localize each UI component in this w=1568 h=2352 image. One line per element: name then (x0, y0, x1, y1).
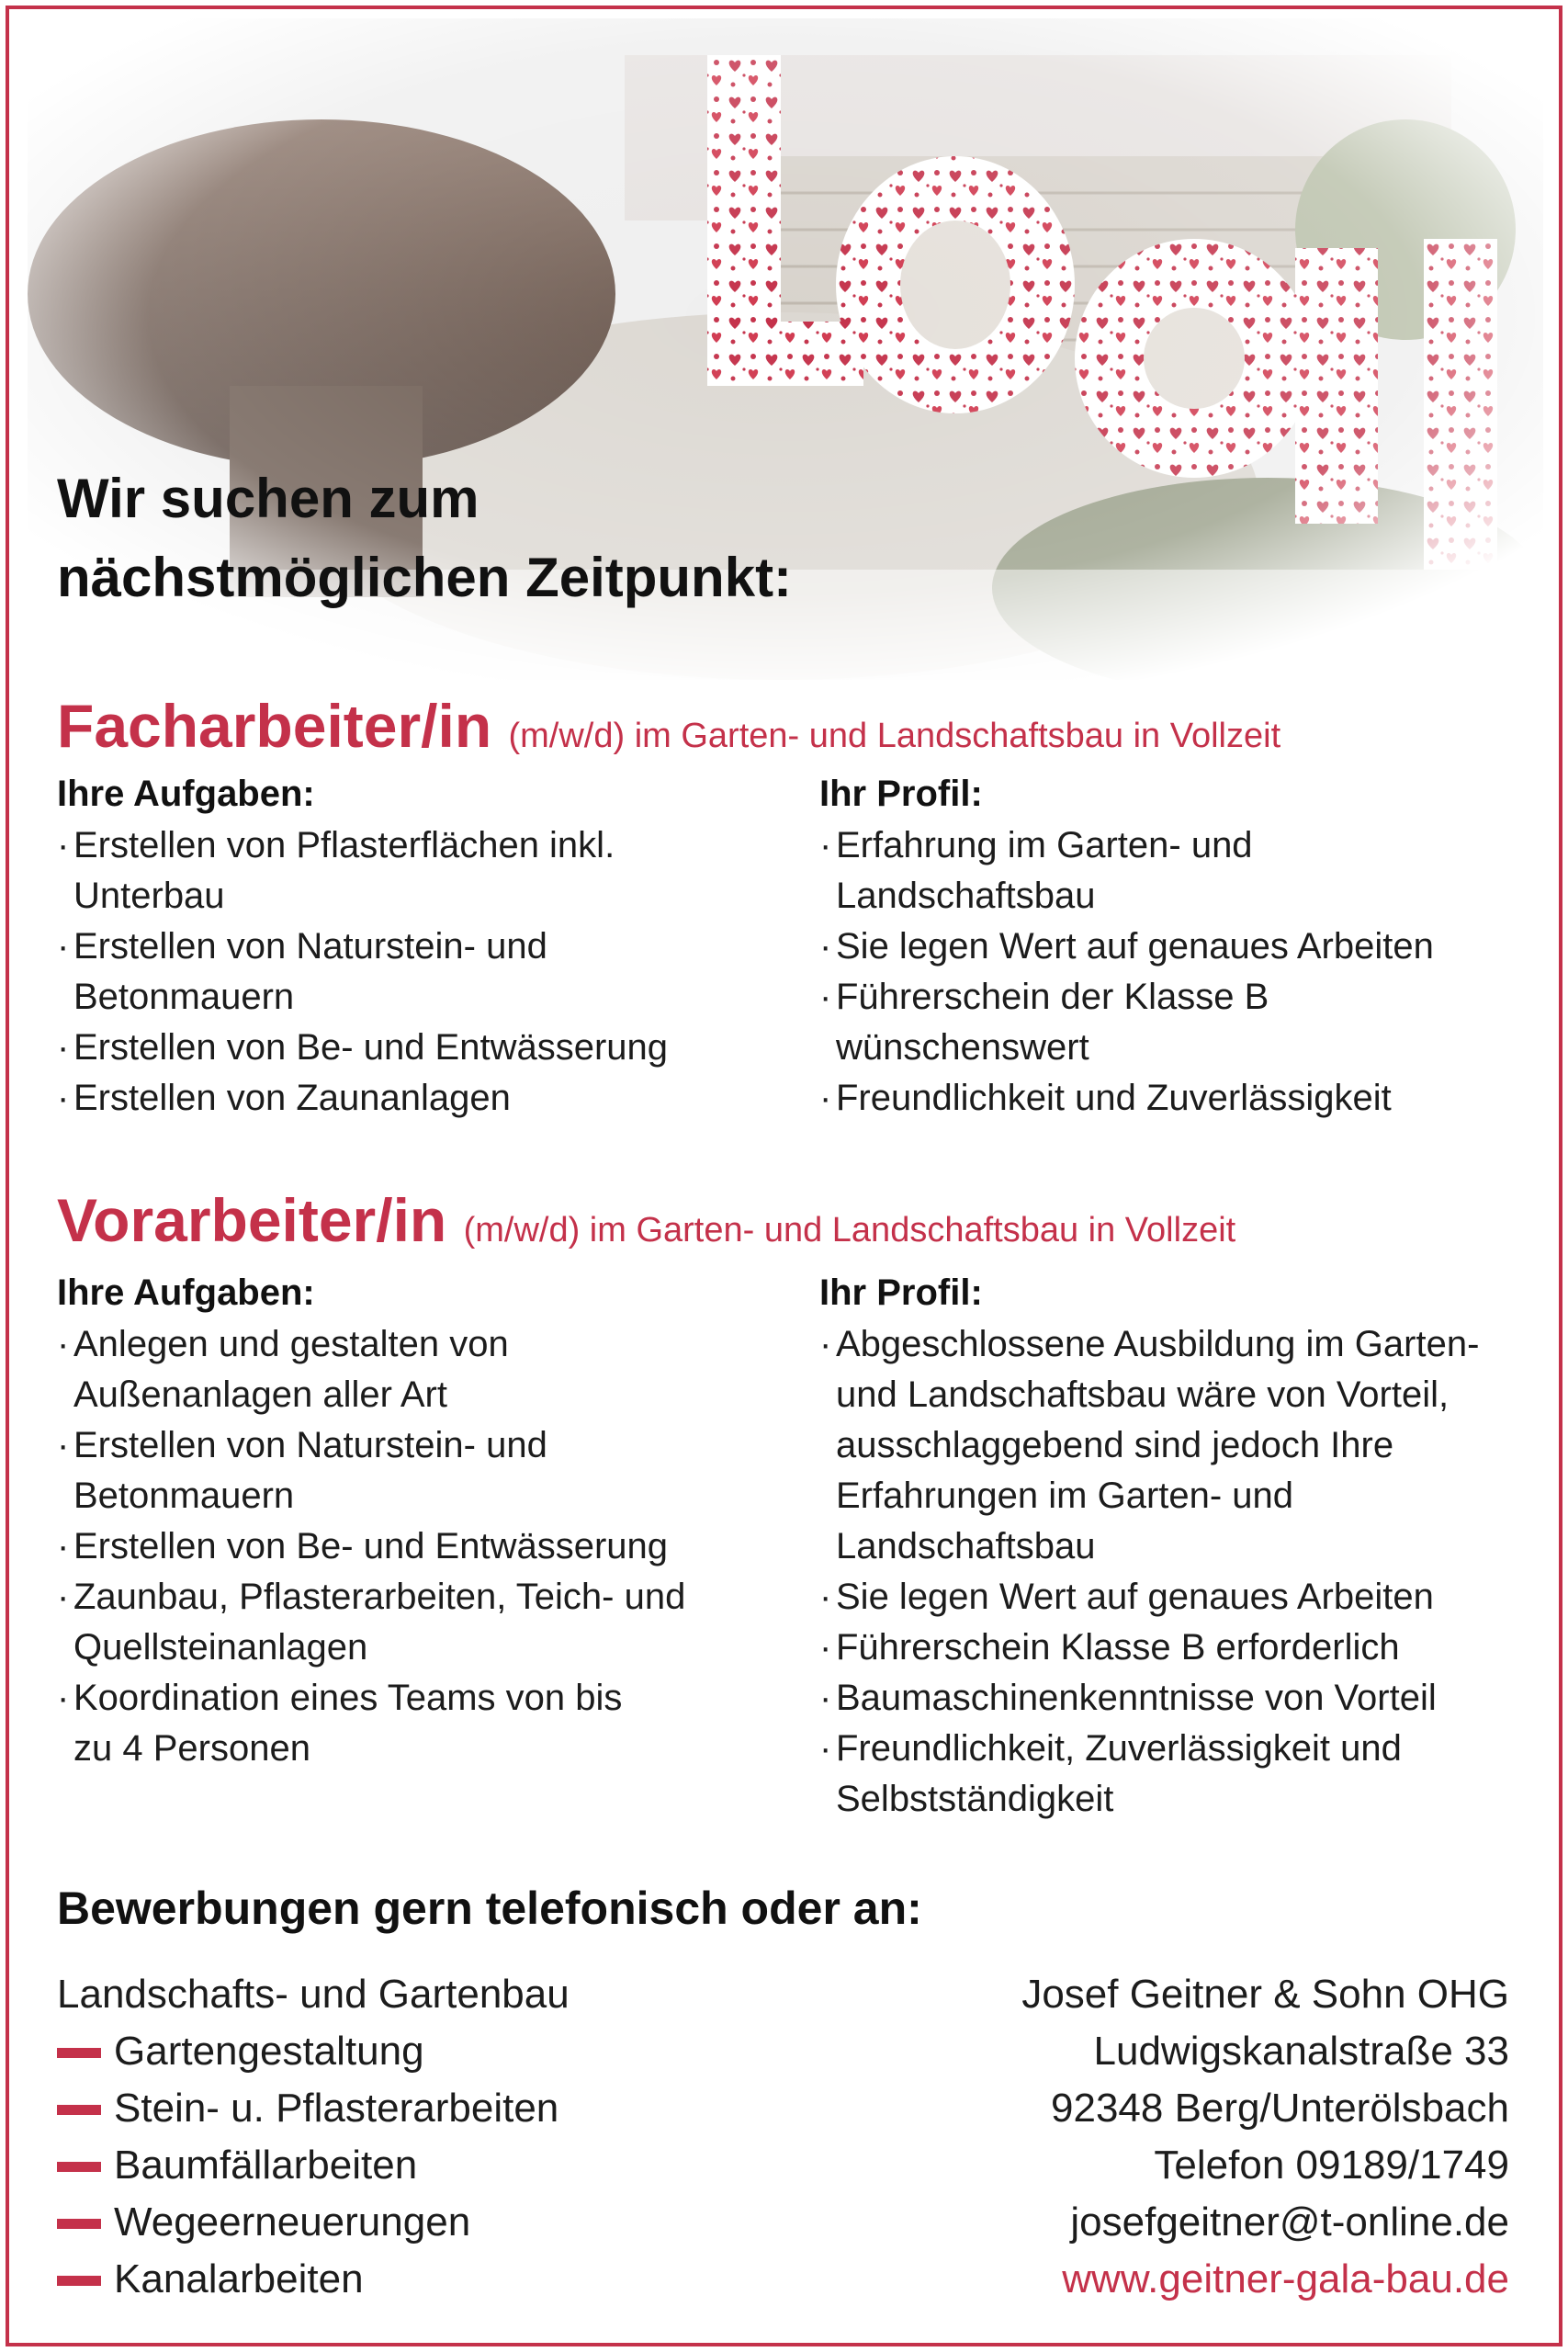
service-item (57, 2137, 570, 2194)
service-item (57, 2251, 570, 2308)
list-item: · Erstellen von Naturstein- und Betonmauern (57, 922, 643, 1023)
list-item: · Erfahrung im Garten- und Landschaftsbau (819, 820, 1350, 922)
website-link[interactable]: www.geitner-gala-bau.de (1062, 2256, 1509, 2301)
list-item: · Zaunbau, Pflasterarbeiten, Teich- und Quellsteinanlagen (57, 1572, 698, 1673)
job-subtitle: (m/w/d) im Garten- und Landschaftsbau in Vollzeit (508, 717, 1281, 755)
list-item: · Erstellen von Zaunanlagen (57, 1073, 773, 1124)
dash-icon (57, 2105, 101, 2115)
tasks-heading: Ihre Aufgaben: (57, 774, 315, 814)
list-item: · Abgeschlossene Ausbildung im Garten- und Landschaftsbau wäre von Vorteil, ausschlaggebend sind jedoch Ihre Erfahrungen im Garten- und Landschaftsbau (819, 1319, 1516, 1572)
city: 92348 Berg/Unterölsbach (1051, 2086, 1509, 2131)
job-title-vorarbeiter (57, 1185, 1235, 1255)
business-name: Landschafts- und Gartenbau (57, 1972, 570, 2017)
email-link[interactable]: josefgeitner@t-online.de (1070, 2199, 1509, 2245)
company-name: Josef Geitner & Sohn OHG (1021, 1972, 1509, 2017)
headline (57, 459, 792, 617)
profile-heading: Ihr Profil: (819, 774, 983, 814)
job2-profile (819, 1272, 1545, 1825)
dash-icon (57, 2219, 101, 2229)
list-item: · Führerschein Klasse B erforderlich (819, 1623, 1545, 1673)
dash-icon (57, 2162, 101, 2172)
job-title-facharbeiter (57, 691, 1280, 761)
tasks-heading: Ihre Aufgaben: (57, 1272, 315, 1313)
job1-tasks (57, 774, 773, 1124)
job-title-text: Vorarbeiter/in (57, 1186, 447, 1254)
headline-line-1: Wir suchen zum (57, 468, 479, 529)
list-item: · Baumaschinenkenntnisse von Vorteil (819, 1673, 1545, 1724)
service-label: Wegeerneuerungen (114, 2199, 471, 2245)
job2-tasks (57, 1272, 773, 1774)
list-item: · Erstellen von Be- und Entwässerung (57, 1023, 773, 1073)
address-block (1021, 1966, 1509, 2308)
job-subtitle: (m/w/d) im Garten- und Landschaftsbau in Vollzeit (463, 1211, 1236, 1250)
job-title-text: Facharbeiter/in (57, 692, 492, 760)
phone: Telefon 09189/1749 (1154, 2143, 1509, 2188)
list-item: · Koordination eines Teams von bis zu 4 Personen (57, 1673, 661, 1774)
dash-icon (57, 2276, 101, 2286)
service-label: Stein- u. Pflasterarbeiten (114, 2086, 559, 2131)
list-item: · Sie legen Wert auf genaues Arbeiten (819, 1572, 1545, 1623)
contact-heading: Bewerbungen gern telefonisch oder an: (57, 1883, 922, 1934)
list-item: · Sie legen Wert auf genaues Arbeiten (819, 922, 1536, 972)
service-item (57, 2080, 570, 2137)
list-item: · Freundlichkeit und Zuverlässigkeit (819, 1073, 1536, 1124)
job1-profile (819, 774, 1536, 1124)
list-item: · Erstellen von Be- und Entwässerung (57, 1521, 773, 1572)
service-label: Baumfällarbeiten (114, 2143, 418, 2188)
list-item: · Erstellen von Naturstein- und Betonmauern (57, 1420, 643, 1521)
dash-icon (57, 2048, 101, 2058)
services-block (57, 1966, 570, 2308)
service-label: Kanalarbeiten (114, 2256, 364, 2301)
service-item (57, 2194, 570, 2251)
service-item (57, 2023, 570, 2080)
list-item: · Anlegen und gestalten von Außenanlagen aller Art (57, 1319, 588, 1420)
headline-line-2: nächstmöglichen Zeitpunkt: (57, 547, 793, 608)
list-item: · Erstellen von Pflasterflächen inkl. Unterbau (57, 820, 625, 922)
street: Ludwigskanalstraße 33 (1093, 2029, 1509, 2074)
list-item: · Freundlichkeit, Zuverlässigkeit und Selbstständigkeit (819, 1724, 1516, 1825)
service-label: Gartengestaltung (114, 2029, 424, 2074)
profile-heading: Ihr Profil: (819, 1272, 983, 1313)
list-item: · Führerschein der Klasse B wünschenswert (819, 972, 1350, 1073)
